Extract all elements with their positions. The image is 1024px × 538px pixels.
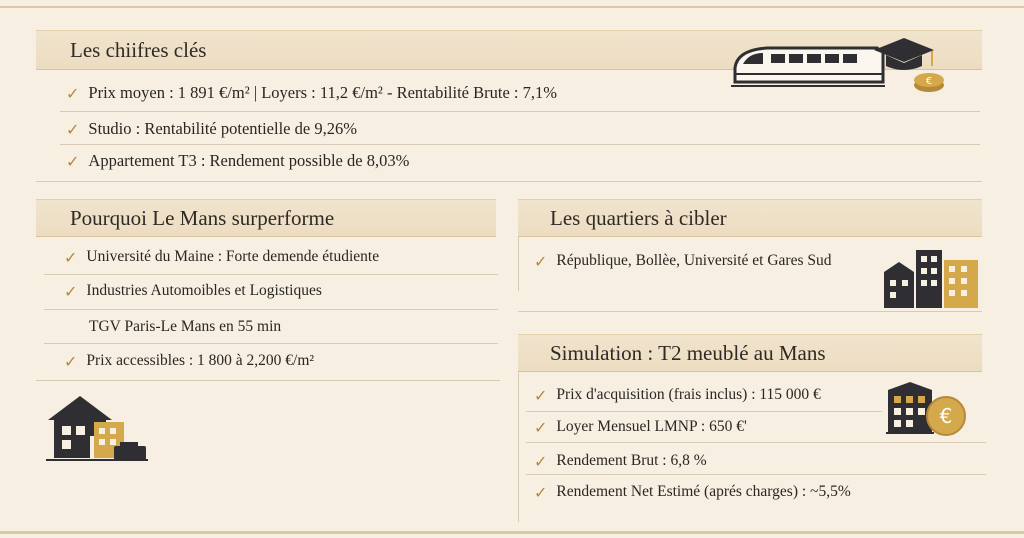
divider [44, 309, 498, 310]
quartiers-title: Les quartiers à cibler [550, 205, 727, 230]
divider [526, 411, 882, 412]
quartiers-header [518, 199, 982, 237]
simulation-item [534, 479, 851, 505]
divider [60, 111, 980, 112]
pourquoi-header [36, 199, 496, 237]
quartiers-item [534, 248, 831, 274]
simulation-header [518, 334, 982, 372]
svg-text:€: € [925, 76, 933, 87]
euro-coin-icon [912, 64, 946, 94]
pourquoi-item [64, 314, 281, 340]
check-icon: ✓ [534, 251, 548, 271]
chiffres-item-text: Prix moyen : 1 891 €/m² | Loyers : 11,2 €/m² - Rentabilité Brute : 7,1% [88, 83, 557, 102]
quartiers-item-text: République, Bollèe, Université et Gares Sud [556, 252, 832, 269]
pourquoi-item-text: Prix accessibles : 1 800 à 2,200 €/m² [86, 352, 315, 369]
simulation-item [534, 448, 707, 474]
bottom-border [0, 531, 1024, 534]
check-icon: ✓ [66, 83, 80, 103]
svg-text:€: € [939, 404, 953, 428]
chiffres-item [66, 148, 409, 174]
check-icon: ✓ [64, 247, 78, 267]
chiffres-item [66, 80, 557, 106]
pourquoi-item [64, 244, 379, 270]
simulation-item-text: Loyer Mensuel LMNP : 650 €' [556, 418, 747, 435]
check-icon: ✓ [534, 385, 548, 405]
check-icon: ✓ [534, 482, 548, 502]
check-icon: ✓ [66, 151, 80, 171]
divider [60, 144, 980, 145]
pourquoi-item [64, 278, 322, 304]
pourquoi-item-text: Université du Maine : Forte demende étudiente [86, 248, 380, 265]
check-icon: ✓ [534, 417, 548, 437]
divider [36, 181, 982, 182]
pourquoi-item-text: Industries Automoibles et Logistiques [86, 282, 322, 299]
chiffres-item-text: Studio : Rentabilité potentielle de 9,26% [88, 119, 357, 138]
divider [526, 442, 986, 443]
city-buildings-icon [882, 246, 982, 310]
chiffres-item [66, 116, 357, 142]
pourquoi-title: Pourquoi Le Mans surperforme [70, 205, 335, 230]
train-icon [727, 38, 887, 90]
building-euro-icon [884, 380, 970, 438]
pourquoi-item [64, 348, 314, 374]
check-icon: ✓ [64, 351, 78, 371]
check-icon: ✓ [534, 451, 548, 471]
chiffres-item-text: Appartement T3 : Rendement possible de 8,03% [88, 151, 410, 170]
check-icon: ✓ [64, 281, 78, 301]
chiffres-title: Les chiifres clés [70, 37, 207, 62]
simulation-item [534, 414, 747, 440]
house-icon [44, 392, 150, 464]
divider [36, 380, 500, 381]
simulation-title: Simulation : T2 meublé au Mans [550, 340, 826, 365]
simulation-item-text: Rendement Net Estimé (aprés charges) : ~5,5% [556, 483, 851, 500]
simulation-item-text: Prix d'acquisition (frais inclus) : 115 000 € [556, 386, 821, 403]
simulation-item-text: Rendement Brut : 6,8 % [556, 452, 707, 469]
pourquoi-item-text: TGV Paris-Le Mans en 55 min [89, 318, 282, 335]
top-border [0, 6, 1024, 8]
simulation-item [534, 382, 821, 408]
divider [526, 474, 986, 475]
divider [518, 311, 982, 312]
divider [44, 274, 498, 275]
divider [44, 343, 498, 344]
check-icon: ✓ [66, 119, 80, 139]
